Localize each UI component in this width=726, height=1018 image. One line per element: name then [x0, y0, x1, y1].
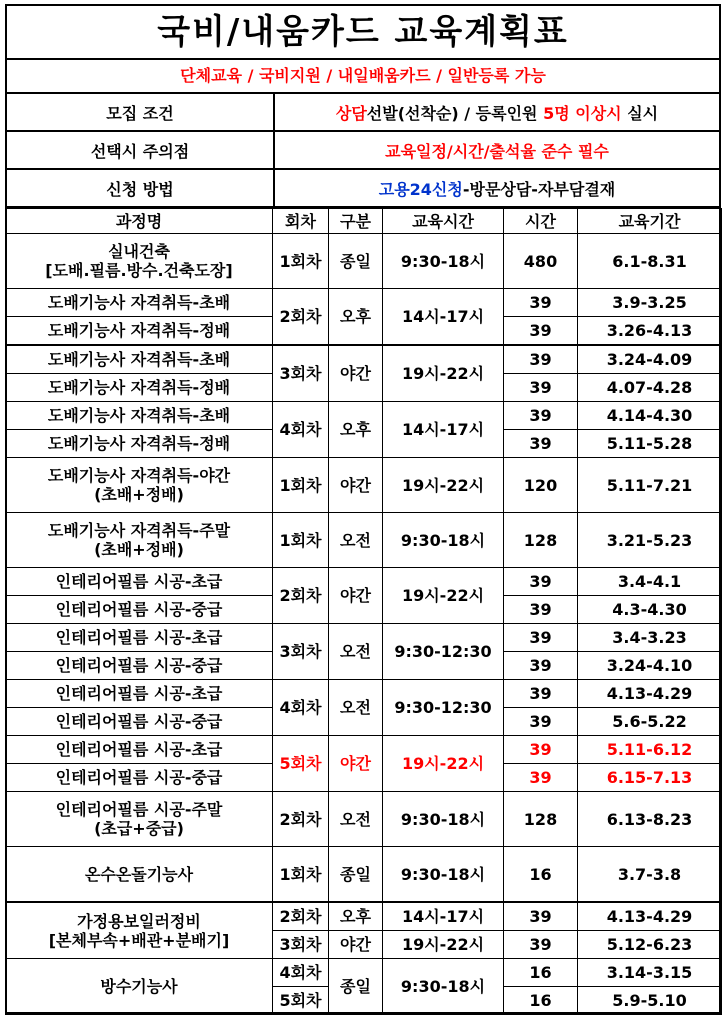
period-cell: 5.11-5.28	[578, 430, 722, 458]
type-cell: 오전	[329, 624, 383, 680]
period-cell: 5.6-5.22	[578, 708, 722, 736]
hours-cell: 39	[504, 652, 578, 680]
course-name: 실내건축 [도배.필름.방수.건축도장]	[6, 234, 273, 289]
hours-cell: 16	[504, 847, 578, 903]
period-cell: 4.07-4.28	[578, 374, 722, 402]
header-period: 교육기간	[578, 209, 722, 234]
hours-cell: 39	[504, 596, 578, 624]
schedule-table	[5, 208, 722, 1015]
course-name: 인테리어필름 시공-중급	[6, 764, 273, 792]
hours-cell: 39	[504, 374, 578, 402]
course-name: 인테리어필름 시공-초급	[6, 680, 273, 708]
period-cell: 6.13-8.23	[578, 792, 722, 847]
time-cell: 9:30-18시	[383, 513, 504, 568]
time-cell: 9:30-18시	[383, 959, 504, 1015]
period-cell: 5.12-6.23	[578, 931, 722, 959]
round-cell: 1회차	[273, 847, 329, 903]
course-name: 인테리어필름 시공-중급	[6, 596, 273, 624]
hours-cell: 39	[504, 289, 578, 317]
hours-cell: 39	[504, 345, 578, 374]
time-cell: 19시-22시	[383, 568, 504, 624]
table-row	[6, 847, 722, 903]
hours-cell: 120	[504, 458, 578, 513]
course-name: 도배기능사 자격취득-초배	[6, 402, 273, 430]
subtitle: 단체교육 / 국비지원 / 내일배움카드 / 일반등록 가능	[7, 60, 719, 94]
period-cell: 4.3-4.30	[578, 596, 722, 624]
hours-cell: 39	[504, 402, 578, 430]
period-cell: 3.24-4.10	[578, 652, 722, 680]
type-cell: 오전	[329, 513, 383, 568]
hours-cell: 39	[504, 430, 578, 458]
apply-value	[275, 170, 719, 206]
period-cell: 3.24-4.09	[578, 345, 722, 374]
table-row	[6, 513, 722, 568]
round-cell: 3회차	[273, 624, 329, 680]
recruit-red-1: 상담	[335, 103, 367, 123]
round-cell: 3회차	[273, 345, 329, 402]
time-cell: 19시-22시	[383, 345, 504, 402]
table-row	[6, 959, 722, 987]
table-row	[6, 234, 722, 289]
round-cell: 2회차	[273, 289, 329, 346]
round-cell: 4회차	[273, 959, 329, 987]
course-name: 도배기능사 자격취득-초배	[6, 345, 273, 374]
recruit-label: 모집 조건	[7, 94, 275, 130]
round-cell: 3회차	[273, 931, 329, 959]
table-header-row	[6, 209, 722, 234]
hours-cell: 480	[504, 234, 578, 289]
type-cell: 종일	[329, 847, 383, 903]
period-cell: 4.13-4.29	[578, 680, 722, 708]
round-cell: 2회차	[273, 568, 329, 624]
type-cell: 야간	[329, 345, 383, 402]
time-cell: 9:30-12:30	[383, 680, 504, 736]
course-name: 도배기능사 자격취득-정배	[6, 430, 273, 458]
type-cell: 야간	[329, 568, 383, 624]
hours-cell: 39	[504, 568, 578, 596]
type-cell: 오후	[329, 902, 383, 931]
hours-cell: 16	[504, 959, 578, 987]
caution-value: 교육일정/시간/출석율 준수 필수	[385, 141, 609, 161]
table-row	[6, 792, 722, 847]
course-name: 도배기능사 자격취득-주말 (초배+정배)	[6, 513, 273, 568]
time-cell: 9:30-18시	[383, 847, 504, 903]
time-cell: 14시-17시	[383, 402, 504, 458]
type-cell: 오후	[329, 402, 383, 458]
hours-cell: 39	[504, 931, 578, 959]
period-cell: 3.26-4.13	[578, 317, 722, 346]
hours-cell: 39	[504, 764, 578, 792]
header-round: 회차	[273, 209, 329, 234]
time-cell: 14시-17시	[383, 902, 504, 931]
header-time: 교육시간	[383, 209, 504, 234]
hours-cell: 16	[504, 987, 578, 1015]
table-row	[6, 289, 722, 317]
course-name: 온수온돌기능사	[6, 847, 273, 903]
schedule-sheet	[5, 4, 721, 1014]
round-cell: 5회차	[273, 736, 329, 792]
period-cell: 3.9-3.25	[578, 289, 722, 317]
header-type: 구분	[329, 209, 383, 234]
hours-cell: 39	[504, 624, 578, 652]
round-cell: 1회차	[273, 513, 329, 568]
table-row	[6, 345, 722, 374]
course-name: 도배기능사 자격취득-정배	[6, 374, 273, 402]
recruit-red-2: 5명 이상시	[543, 103, 622, 123]
info-row-apply	[7, 170, 719, 208]
period-cell: 3.14-3.15	[578, 959, 722, 987]
type-cell: 종일	[329, 234, 383, 289]
period-cell: 6.15-7.13	[578, 764, 722, 792]
time-cell: 19시-22시	[383, 736, 504, 792]
type-cell: 오후	[329, 289, 383, 346]
round-cell: 2회차	[273, 792, 329, 847]
period-cell: 5.11-7.21	[578, 458, 722, 513]
round-cell: 4회차	[273, 402, 329, 458]
course-name: 인테리어필름 시공-중급	[6, 708, 273, 736]
course-name: 인테리어필름 시공-초급	[6, 624, 273, 652]
recruit-value	[275, 94, 719, 130]
hours-cell: 39	[504, 680, 578, 708]
table-row	[6, 402, 722, 430]
course-name: 방수기능사	[6, 959, 273, 1015]
table-row	[6, 624, 722, 652]
hours-cell: 128	[504, 792, 578, 847]
period-cell: 3.4-4.1	[578, 568, 722, 596]
period-cell: 3.4-3.23	[578, 624, 722, 652]
hours-cell: 128	[504, 513, 578, 568]
course-name: 인테리어필름 시공-초급	[6, 736, 273, 764]
course-name: 도배기능사 자격취득-초배	[6, 289, 273, 317]
period-cell: 5.9-5.10	[578, 987, 722, 1015]
period-cell: 6.1-8.31	[578, 234, 722, 289]
period-cell: 3.21-5.23	[578, 513, 722, 568]
type-cell: 야간	[329, 736, 383, 792]
type-cell: 오전	[329, 792, 383, 847]
time-cell: 19시-22시	[383, 458, 504, 513]
round-cell: 2회차	[273, 902, 329, 931]
table-row	[6, 568, 722, 596]
hours-cell: 39	[504, 902, 578, 931]
apply-rest: -방문상담-자부담결재	[462, 179, 616, 199]
round-cell: 4회차	[273, 680, 329, 736]
course-name: 인테리어필름 시공-초급	[6, 568, 273, 596]
header-course: 과정명	[6, 209, 273, 234]
round-cell: 1회차	[273, 234, 329, 289]
apply-label: 신청 방법	[7, 170, 275, 206]
time-cell: 19시-22시	[383, 931, 504, 959]
time-cell: 9:30-18시	[383, 234, 504, 289]
time-cell: 9:30-18시	[383, 792, 504, 847]
type-cell: 종일	[329, 959, 383, 1015]
period-cell: 4.13-4.29	[578, 902, 722, 931]
type-cell: 야간	[329, 931, 383, 959]
period-cell: 3.7-3.8	[578, 847, 722, 903]
round-cell: 1회차	[273, 458, 329, 513]
table-row	[6, 736, 722, 764]
period-cell: 5.11-6.12	[578, 736, 722, 764]
course-name: 인테리어필름 시공-중급	[6, 652, 273, 680]
hours-cell: 39	[504, 736, 578, 764]
type-cell: 야간	[329, 458, 383, 513]
table-row	[6, 680, 722, 708]
info-row-recruit	[7, 94, 719, 132]
course-name: 가정용보일러정비 [본체부속+배관+분배기]	[6, 902, 273, 959]
type-cell: 오전	[329, 680, 383, 736]
recruit-end: 실시	[621, 103, 659, 123]
info-row-caution	[7, 132, 719, 170]
hours-cell: 39	[504, 317, 578, 346]
time-cell: 14시-17시	[383, 289, 504, 346]
hours-cell: 39	[504, 708, 578, 736]
course-name: 인테리어필름 시공-주말 (초급+중급)	[6, 792, 273, 847]
period-cell: 4.14-4.30	[578, 402, 722, 430]
apply-blue: 고용24신청	[378, 179, 463, 199]
table-row	[6, 458, 722, 513]
recruit-mid: 선발(선착순) / 등록인원	[366, 103, 544, 123]
time-cell: 9:30-12:30	[383, 624, 504, 680]
caution-label: 선택시 주의점	[7, 132, 275, 168]
round-cell: 5회차	[273, 987, 329, 1015]
table-row	[6, 902, 722, 931]
course-name: 도배기능사 자격취득-야간 (초배+정배)	[6, 458, 273, 513]
header-hours: 시간	[504, 209, 578, 234]
page-title: 국비/내움카드 교육계획표	[7, 6, 719, 60]
course-name: 도배기능사 자격취득-정배	[6, 317, 273, 346]
